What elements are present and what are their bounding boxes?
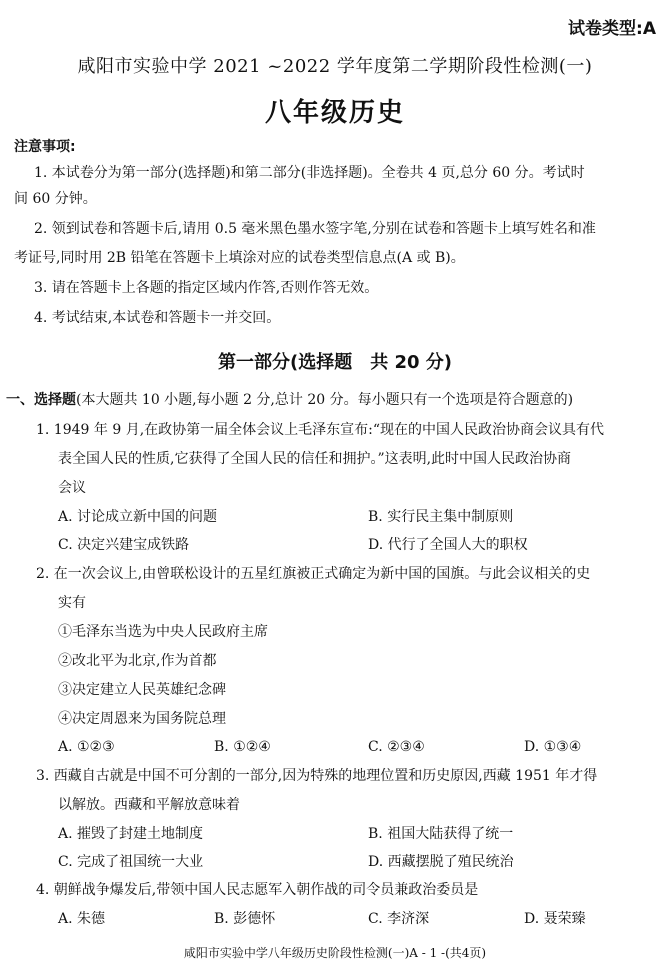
notice-line: 1. 本试卷分为第一部分(选择题)和第二部分(非选择题)。全卷共 4 页,总分 60 分。考试时 (34, 165, 585, 181)
option: A. 讨论成立新中国的问题 (58, 509, 218, 525)
page-footer: 咸阳市实验中学八年级历史阶段性检测(一)A - 1 -(共4页) (183, 946, 487, 960)
statement-item: ④决定周恩来为国务院总理 (58, 711, 226, 727)
question-line: 4. 朝鲜战争爆发后,带领中国人民志愿军入朝作战的司令员兼政治委员是 (36, 882, 479, 898)
option: A. 朱德 (58, 911, 106, 927)
subject-title: 八年级历史 (264, 98, 405, 128)
section-header (6, 393, 573, 407)
option: A. ①②③ (58, 739, 115, 755)
part1-heading: 第一部分(选择题 共 20 分) (217, 352, 453, 373)
question-line: 以解放。西藏和平解放意味着 (58, 797, 240, 813)
option: D. 代行了全国人大的职权 (368, 537, 528, 553)
option: B. 祖国大陆获得了统一 (368, 826, 514, 842)
paper-type-label: 试卷类型:A (568, 19, 656, 39)
exam-title: 咸阳市实验中学 2021 ~2022 学年度第二学期阶段性检测(一) (77, 56, 593, 77)
statement-item: ②改北平为北京,作为首都 (58, 653, 217, 669)
option: A. 摧毁了封建土地制度 (58, 826, 204, 842)
notice-line: 4. 考试结束,本试卷和答题卡一并交回。 (34, 310, 281, 326)
notice-line: 2. 领到试卷和答题卡后,请用 0.5 毫米黑色墨水签字笔,分别在试卷和答题卡上填写姓名和准 (34, 221, 596, 237)
option: D. 西藏摆脱了殖民统治 (368, 854, 514, 870)
option: B. ①②④ (214, 739, 271, 755)
question-line: 实有 (58, 595, 86, 611)
notice-line: 考证号,同时用 2B 铅笔在答题卡上填涂对应的试卷类型信息点(A 或 B)。 (14, 250, 465, 266)
notice-heading: 注意事项: (14, 139, 76, 155)
notice-line: 3. 请在答题卡上各题的指定区域内作答,否则作答无效。 (34, 280, 379, 296)
statement-item: ③决定建立人民英雄纪念碑 (58, 682, 226, 698)
question-line: 2. 在一次会议上,由曾联松设计的五星红旗被正式确定为新中国的国旗。与此会议相关的史 (36, 566, 591, 582)
section-label: 一、选择题 (6, 392, 76, 408)
option: B. 彭德怀 (214, 911, 276, 927)
option: C. 完成了祖国统一大业 (58, 854, 204, 870)
question-line: 3. 西藏自古就是中国不可分割的一部分,因为特殊的地理位置和历史原因,西藏 1951 年才得 (36, 768, 598, 784)
option: C. 决定兴建宝成铁路 (58, 537, 190, 553)
notice-line: 间 60 分钟。 (14, 191, 97, 207)
option: D. 聂荣臻 (524, 911, 586, 927)
option: B. 实行民主集中制原则 (368, 509, 514, 525)
question-line: 1. 1949 年 9 月,在政协第一届全体会议上毛泽东宣布:“现在的中国人民政治协商会议具有代 (36, 422, 605, 438)
option: D. ①③④ (524, 739, 582, 755)
statement-item: ①毛泽东当选为中央人民政府主席 (58, 624, 268, 640)
option: C. 李济深 (368, 911, 430, 927)
section-description: (本大题共 10 小题,每小题 2 分,总计 20 分。每小题只有一个选项是符合题意的) (76, 392, 574, 408)
question-line: 表全国人民的性质,它获得了全国人民的信任和拥护。”这表明,此时中国人民政治协商 (58, 451, 572, 467)
option: C. ②③④ (368, 739, 425, 755)
question-line: 会议 (58, 480, 86, 496)
